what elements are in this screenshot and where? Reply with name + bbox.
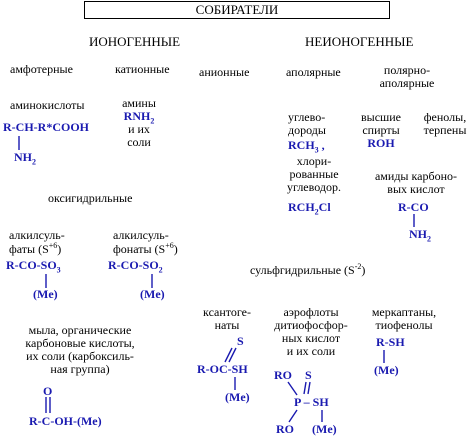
phenols-line-1: фенолы, bbox=[423, 110, 467, 124]
sulfhydryl-label-text: сульфгидрильные (S bbox=[250, 263, 355, 277]
oxyhydryl-label: оксигидрильные bbox=[48, 191, 133, 205]
chlorinated-block bbox=[278, 155, 350, 194]
amides-nh2 bbox=[409, 227, 431, 244]
phenols-block bbox=[416, 111, 474, 137]
chlorinated-line-2: рованные bbox=[289, 167, 339, 181]
alkylsulfates-line-1: алкилсуль- bbox=[9, 228, 65, 242]
aerofloats-sulfur: S bbox=[305, 368, 312, 382]
chlorinated-formula-suffix: Cl bbox=[318, 200, 331, 214]
alkylsulfonates-formula-index: 2 bbox=[158, 265, 163, 275]
alkylsulfates-formula-main: R-CO-SO bbox=[6, 258, 57, 272]
hydrocarbons-formula-suffix: , bbox=[318, 138, 325, 152]
amides-line-2: вых кислот bbox=[387, 182, 445, 196]
alkylsulfonates-line-2-text: фонаты (S bbox=[113, 242, 166, 256]
aerofloats-line-1: аэрофлоты bbox=[283, 305, 339, 319]
aminoacids-nh2 bbox=[14, 150, 36, 167]
xanthates-line-1: ксантоге- bbox=[203, 305, 251, 319]
bond-aero-ro1 bbox=[288, 382, 297, 395]
aerofloats-p-sh: P – SH bbox=[294, 395, 329, 409]
soaps-line-2: карбоновые кислоты, bbox=[25, 336, 135, 350]
hydrocarbons-formula-main: RCH bbox=[288, 138, 315, 152]
mercaptans-line-1: меркаптаны, bbox=[371, 305, 437, 319]
polar-apolar-line-1: полярно- bbox=[383, 63, 431, 77]
mercaptans-block bbox=[366, 306, 442, 332]
sulfhydryl-sup: -2 bbox=[354, 262, 362, 271]
nonionogenic-header: НЕИОНОГЕННЫЕ bbox=[305, 34, 414, 49]
aerofloats-block bbox=[268, 306, 354, 358]
bond-xanthate-double1 bbox=[225, 348, 232, 362]
bond-xanthate-double2 bbox=[229, 348, 236, 362]
mercaptans-line-2: тиофенолы bbox=[375, 318, 433, 332]
xanthates-formula: R-OC-SH bbox=[197, 362, 248, 376]
aminoacids-label: аминокислоты bbox=[10, 98, 85, 112]
alcohols-line-1: высшие bbox=[360, 110, 402, 124]
mercaptans-me: (Me) bbox=[374, 363, 399, 377]
soaps-block bbox=[18, 324, 142, 376]
amides-formula: R-CO bbox=[398, 200, 429, 214]
aerofloats-line-2: дитиофосфор- bbox=[274, 318, 348, 332]
amines-tail-1: и их bbox=[128, 122, 150, 136]
sulfhydryl-label-end: ) bbox=[361, 263, 366, 277]
soaps-line-1: мыла, органические bbox=[28, 323, 132, 337]
alkylsulfates-line-2-text: фаты (S bbox=[9, 242, 49, 256]
alkylsulfonates-me: (Me) bbox=[140, 287, 165, 301]
xanthates-sulfur: S bbox=[237, 334, 244, 348]
aerofloats-line-4: и их соли bbox=[286, 344, 336, 358]
alkylsulfonates-formula bbox=[108, 258, 163, 275]
aerofloats-ro-bottom: RO bbox=[276, 422, 294, 436]
anionic-label: анионные bbox=[199, 65, 250, 79]
hydrocarbons-formula bbox=[288, 138, 325, 155]
alkylsulfates-me: (Me) bbox=[33, 287, 58, 301]
alkylsulfates-sup: +6 bbox=[48, 241, 58, 250]
soaps-oxygen: O bbox=[43, 384, 53, 398]
aminoacids-formula: R-CH-R*COOH bbox=[3, 120, 89, 134]
amines-tail-2: соли bbox=[127, 135, 151, 149]
amines-formula-index: 2 bbox=[150, 116, 155, 126]
amides-nh-index: 2 bbox=[427, 234, 431, 244]
amines-block bbox=[112, 97, 166, 149]
bond-aero-s2 bbox=[308, 382, 310, 394]
alkylsulfonates-sup: +6 bbox=[165, 241, 174, 250]
amines-formula-main: RNH bbox=[123, 109, 151, 123]
polar-apolar-line-2: аполярные bbox=[379, 76, 435, 90]
xanthates-me: (Me) bbox=[225, 390, 250, 404]
amides-block bbox=[366, 170, 466, 196]
bond-aero-s1 bbox=[304, 382, 306, 394]
alkylsulfonates-line-2 bbox=[113, 243, 178, 256]
aerofloats-me: (Me) bbox=[312, 422, 337, 436]
amines-label: амины bbox=[122, 96, 156, 110]
alcohols-formula: ROH bbox=[367, 136, 395, 150]
hydrocarbons-formula-index: 3 bbox=[314, 145, 319, 155]
aerofloats-line-3: ных кислот bbox=[281, 331, 341, 345]
alkylsulfates-formula-index: 3 bbox=[56, 265, 61, 275]
soaps-formula: R-C-OH-(Me) bbox=[29, 414, 102, 428]
ionogenic-header: ИОНОГЕННЫЕ bbox=[89, 34, 181, 49]
alcohols-line-2: спирты bbox=[362, 123, 400, 137]
aminoacids-nh: NH bbox=[14, 150, 32, 164]
chlorinated-formula-index: 2 bbox=[314, 207, 319, 217]
alkylsulfates-line-2-end: ) bbox=[57, 242, 62, 256]
chlorinated-line-3: углеводор. bbox=[287, 180, 341, 194]
mercaptans-formula: R-SH bbox=[376, 335, 405, 349]
cationic-label: катионные bbox=[115, 62, 170, 76]
amphoteric-label: амфотерные bbox=[10, 62, 73, 76]
alkylsulfates-line-2 bbox=[9, 243, 61, 256]
chlorinated-formula bbox=[288, 200, 331, 217]
alkylsulfonates-line-2-end: ) bbox=[173, 242, 178, 256]
aminoacids-nh-index: 2 bbox=[32, 157, 36, 167]
alkylsulfates-formula bbox=[6, 258, 61, 275]
hydrocarbons-line-2: дороды bbox=[288, 123, 326, 137]
amides-line-1: амиды карбоно- bbox=[374, 169, 457, 183]
alkylsulfonates-formula-main: R-CO-SO bbox=[108, 258, 159, 272]
alkylsulfonates-line-1: алкилсуль- bbox=[113, 228, 169, 242]
soaps-line-4: ная группа) bbox=[50, 362, 110, 376]
amides-nh: NH bbox=[409, 227, 427, 241]
aerofloats-ro-top: RO bbox=[274, 368, 292, 382]
xanthates-block bbox=[196, 306, 258, 332]
xanthates-line-2: наты bbox=[214, 318, 240, 332]
polar-apolar-label bbox=[372, 64, 442, 90]
soaps-line-3: их соли (карбоксиль- bbox=[26, 349, 134, 363]
chlorinated-formula-main: RCH bbox=[288, 200, 315, 214]
chlorinated-line-1: хлори- bbox=[296, 154, 332, 168]
apolar-label: аполярные bbox=[286, 65, 341, 79]
hydrocarbons-line-1: углево- bbox=[288, 110, 326, 124]
bond-aero-ro2 bbox=[289, 410, 297, 422]
sulfhydryl-label bbox=[250, 264, 365, 277]
alcohols-block bbox=[355, 111, 407, 150]
diagram-title: СОБИРАТЕЛИ bbox=[84, 1, 390, 19]
phenols-line-2: терпены bbox=[423, 123, 467, 137]
